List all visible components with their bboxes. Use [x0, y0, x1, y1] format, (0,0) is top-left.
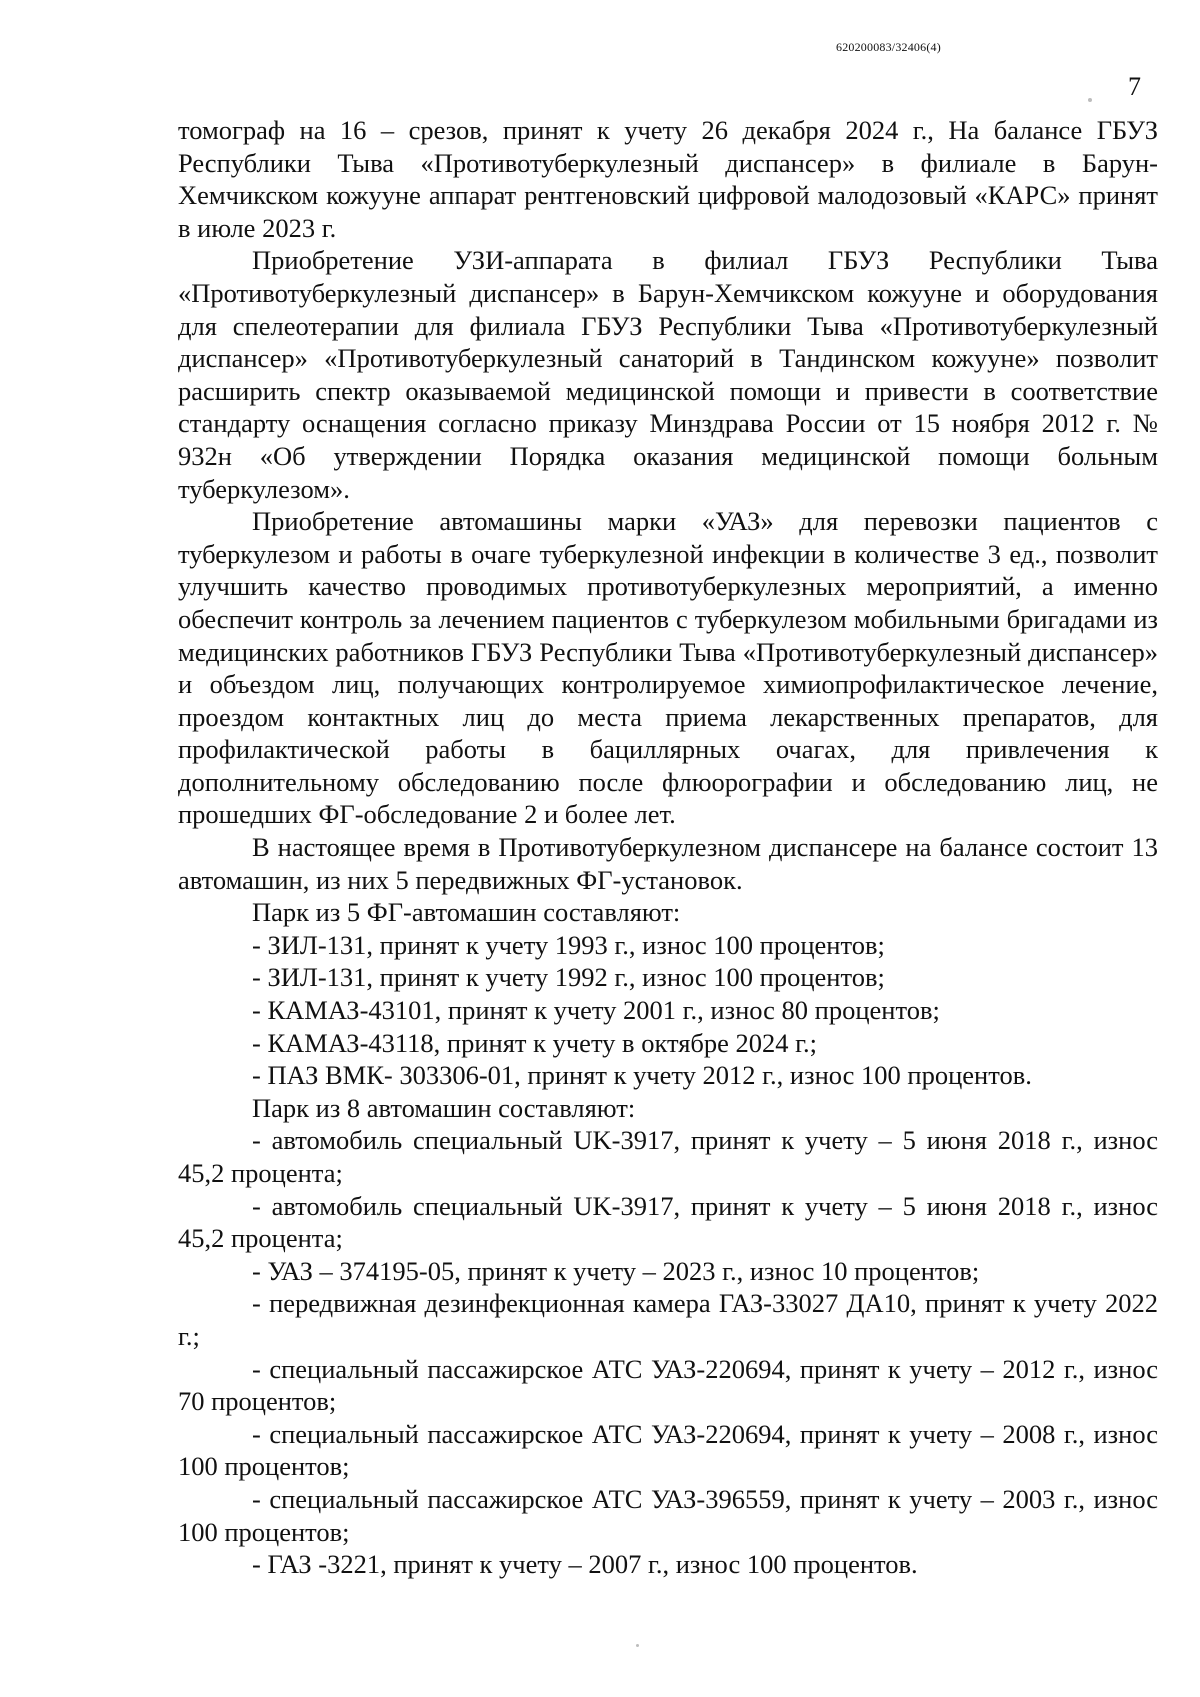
scan-speck: [1088, 98, 1092, 102]
paragraph-ultrasound: Приобретение УЗИ-аппарата в филиал ГБУЗ Республики Тыва «Противотуберкулезный диспансер» в Барун-Хемчикском кожууне и оборудования для спелеотерапии для филиала ГБУЗ Республики Тыва «Противотуберкулезный диспансер» «Противотуберкулезный санаторий в Тандинском кожууне» позволит расширить спектр оказываемой медицинской помощи и привести в соответствие стандарту оснащения согласно приказу Минздрава России от 15 ноября 2012 г. № 932н «Об утверждении Порядка оказания медицинской помощи больным туберкулезом».: [178, 245, 1158, 504]
list-item: - передвижная дезинфекционная камера ГАЗ-33027 ДА10, принят к учету 2022 г.;: [178, 1288, 1158, 1351]
list-item: - автомобиль специальный UK-3917, принят к учету – 5 июня 2018 г., износ 45,2 процента;: [178, 1125, 1158, 1188]
list-item: - специальный пассажирское АТС УАЗ-220694, принят к учету – 2012 г., износ 70 процентов;: [178, 1353, 1158, 1417]
page-number: 7: [1128, 72, 1141, 101]
paragraph-current-fleet: В настоящее время в Противотуберкулезном диспансере на балансе состоит 13 автомашин, из них 5 передвижных ФГ-установок.: [178, 832, 1158, 895]
list-item: - ЗИЛ-131, принят к учету 1992 г., износ 100 процентов;: [252, 962, 885, 993]
scan-speck: [636, 1644, 639, 1647]
paragraph-tomograph: томограф на 16 – срезов, принят к учету 26 декабря 2024 г., На балансе ГБУЗ Республики Тыва «Противотуберкулезный диспансер» в филиале в Барун-Хемчикском кожууне аппарат рентгеновский цифровой малодозовый «КАРС» принят в июле 2023 г.: [178, 115, 1158, 243]
list-item: - ПАЗ ВМК- 303306-01, принят к учету 2012 г., износ 100 процентов.: [252, 1060, 1032, 1091]
fg-vehicle-list: [178, 929, 1158, 1092]
vehicle-list: [178, 1124, 1158, 1580]
list-item: - специальный пассажирское АТС УАЗ-220694, принят к учету – 2008 г., износ 100 процентов;: [178, 1418, 1158, 1482]
document-id: 620200083/32406(4): [836, 40, 941, 54]
fg-fleet-intro: Парк из 5 ФГ-автомашин составляют:: [252, 897, 681, 928]
list-item: - КАМАЗ-43118, принят к учету в октябре 2024 г.;: [252, 1027, 818, 1058]
paragraph-uaz-purchase: Приобретение автомашины марки «УАЗ» для перевозки пациентов с туберкулезом и работы в очаге туберкулезной инфекции в количестве 3 ед., позволит улучшить качество проводимых противотуберкулезных мероприятий, а именно обеспечит контроль за лечением пациентов с туберкулезом мобильными бригадами из медицинских работников ГБУЗ Республики Тыва «Противотуберкулезный диспансер» и объездом лиц, получающих контролируемое химиопрофилактическое лечение, проездом контактных лиц до места приема лекарственных препаратов, для профилактической работы в бациллярных очагах, для привлечения к дополнительному обследованию после флюорографии и обследованию лиц, не прошедших ФГ-обследование 2 и более лет.: [178, 506, 1158, 830]
vehicle-fleet-intro: Парк из 8 автомашин составляют:: [252, 1092, 636, 1123]
list-item: - автомобиль специальный UK-3917, принят к учету – 5 июня 2018 г., износ 45,2 процента;: [178, 1190, 1158, 1254]
list-item: - специальный пассажирское АТС УАЗ-396559, принят к учету – 2003 г., износ 100 процентов;: [178, 1483, 1158, 1547]
list-item: - ЗИЛ-131, принят к учету 1993 г., износ 100 процентов;: [252, 929, 885, 960]
document-body: [178, 114, 1158, 1581]
list-item: - ГАЗ -3221, принят к учету – 2007 г., износ 100 процентов.: [252, 1549, 918, 1580]
list-item: - УАЗ – 374195-05, принят к учету – 2023 г., износ 10 процентов;: [252, 1255, 980, 1286]
list-item: - КАМАЗ-43101, принят к учету 2001 г., износ 80 процентов;: [252, 995, 940, 1026]
